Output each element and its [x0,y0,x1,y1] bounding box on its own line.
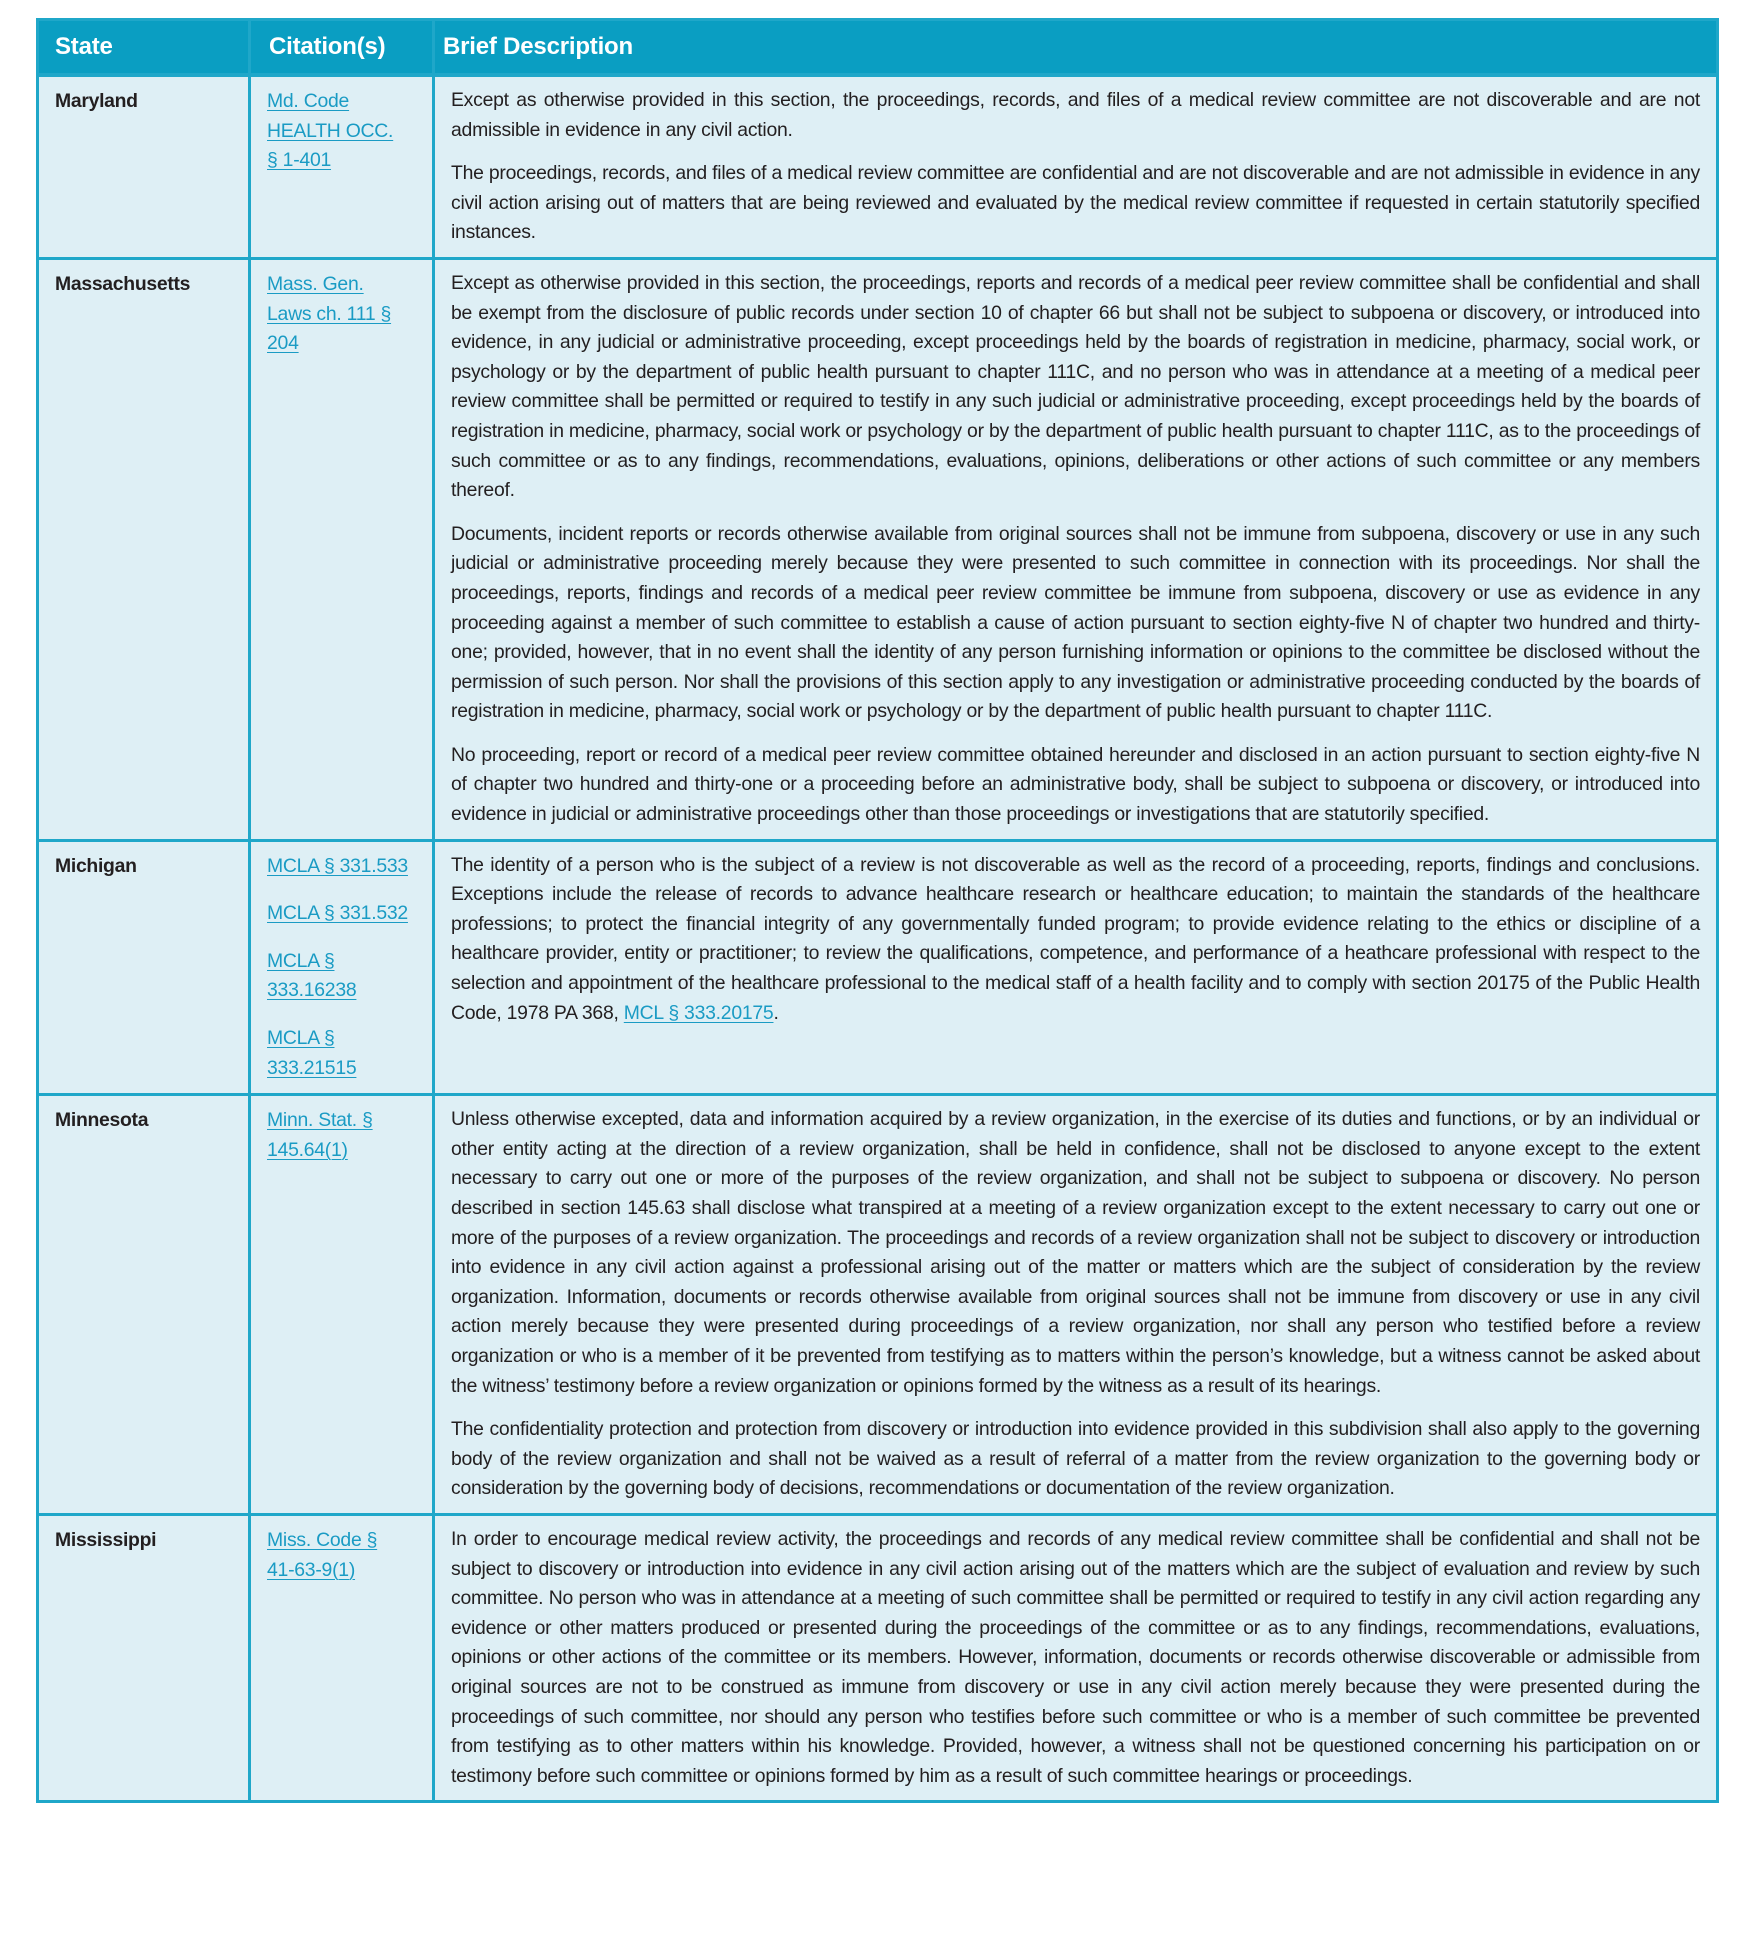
description-text: The identity of a person who is the subject of a review is not discoverable as well as the record of a proceeding, reports, findings and conclusions. Exceptions include the release of records to advance healthcare research or healthcare education; to maintain the standards of the healthcare professions; to protect the financial integrity of any governmentally funded program; to provide evidence relating to the ethics or discipline of a healthcare provider, entity or practitioner; to review the qualifications, competence, and performance of a heathcare professional with respect to the selection and appointment of the healthcare professional to the medical staff of a health facility and to comply with section 20175 of the Public Health Code, 1978 PA 368, [451,853,1700,1024]
citations-cell [250,1095,434,1515]
description-cell [434,75,1718,258]
inline-citation-link[interactable]: MCL § 333.20175 [623,1001,774,1024]
citation-link[interactable]: Minn. Stat. § 145.64(1) [267,1109,373,1161]
citation-link[interactable]: Miss. Code § 41-63-9(1) [267,1528,378,1581]
table-row [38,258,1718,840]
citations-cell [250,258,434,840]
description-paragraph: Except as otherwise provided in this section, the proceedings, records, and files of a medical review committee are not discoverable and are not admissible in evidence in any civil action. [451,89,1700,141]
citations-cell [250,75,434,258]
description-paragraph [451,851,1700,1029]
citation-link[interactable]: Md. Code HEALTH OCC. § 1-401 [267,90,394,172]
description-paragraph: No proceeding, report or record of a medical peer review committee obtained hereunder and disclosed in an action pursuant to section eighty-five N of chapter two hundred and thirty-one or a proceeding before an administrative body, shall be subject to subpoena or discovery, or introduced into evidence in judicial or administrative proceedings other than those proceedings or investigations that are statutorily specified. [451,743,1700,826]
citation-link[interactable]: MCLA § 333.21515 [267,1027,357,1079]
header-row [38,20,1718,76]
description-paragraph: The confidentiality protection and protection from discovery or introduction into evidence provided in this subdivision shall also apply to the governing body of the review organization and shall not be waived as a result of referral of a matter from the review organization to the governing body or consideration by the governing body of decisions, recommendations or documentation of the review organization. [451,1418,1700,1500]
state-statutes-table [36,18,1719,1803]
table-row [38,75,1718,258]
table-header [38,20,1718,76]
description-paragraph: The proceedings, records, and files of a medical review committee are confidential and are not discoverable and are not admissible in evidence in any civil action arising out of matters that are being reviewed and evaluated by the medical review committee if requested in certain statutorily specified instances. [451,162,1700,244]
citation-link[interactable]: MCLA § 331.532 [267,902,408,925]
header-citations: Citation(s) [250,20,434,76]
description-paragraph: Except as otherwise provided in this section, the proceedings, reports and records of a medical peer review committee shall be confidential and shall be exempt from the disclosure of public records under section 10 of chapter 66 but shall not be subject to subpoena or discovery, or introduced into evidence, in any judicial or administrative proceeding, except proceedings held by the boards of registration in medicine, pharmacy, social work, or psychology or by the department of public health pursuant to chapter 111C, and no person who was in attendance at a meeting of a medical peer review committee shall be permitted or required to testify in any such judicial or administrative proceeding, except proceedings held by the boards of registration in medicine, pharmacy, social work or psychology or by the department of public health pursuant to chapter 111C, as to the proceedings of such committee or as to any findings, recommendations, evaluations, opinions, deliberations or other actions of such committee or any members thereof. [451,271,1700,502]
state-name: Mississippi [38,1514,250,1801]
state-name: Minnesota [38,1095,250,1515]
citations-cell [250,1514,434,1801]
table-row [38,840,1718,1095]
description-paragraph: Unless otherwise excepted, data and information acquired by a review organization, in the exercise of its duties and functions, or by an individual or other entity acting at the direction of a review organization, shall be held in confidence, shall not be disclosed to anyone except to the extent necessary to carry out one or more of the purposes of the review organization, and shall not be subject to subpoena or discovery. No person described in section 145.63 shall disclose what transpired at a meeting of a review organization except to the extent necessary to carry out one or more of the purposes of a review organization. The proceedings and records of a review organization shall not be subject to discovery or introduction into evidence in any civil action against a professional arising out of the matter or matters which are the subject of consideration by the review organization. Information, documents or records otherwise available from original sources shall not be immune from discovery or use in any civil action merely because they were presented during proceedings of a review organization, nor shall any person who testified before a review organization or who is a member of it be prevented from testifying as to matters within the person’s knowledge, but a witness cannot be asked about the witness’ testimony before a review organization or opinions formed by the witness as a result of its hearings. [451,1108,1700,1397]
citations-cell [250,840,434,1095]
table-row [38,1514,1718,1801]
citation-link[interactable]: MCLA § 331.533 [267,854,408,877]
document-page [36,18,1716,1803]
description-tail: . [773,1001,779,1024]
citation-link[interactable]: Mass. Gen. Laws ch. 111 § 204 [267,272,392,355]
citation-link[interactable]: MCLA § 333.16238 [267,949,357,1002]
description-cell [434,1095,1718,1515]
description-paragraph: Documents, incident reports or records otherwise available from original sources shall not be immune from subpoena, discovery or use in any such judicial or administrative proceeding merely because they were presented to such committee in connection with its proceedings. Nor shall the proceedings, reports, findings and records of a medical peer review committee be immune from subpoena, discovery or use as evidence in any proceeding against a member of such committee to establish a cause of action pursuant to section eighty-five N of chapter two hundred and thirty-one; provided, however, that in no event shall the identity of any person furnishing information or opinions to the committee be disclosed without the permission of such person. Nor shall the provisions of this section apply to any investigation or administrative proceeding conducted by the boards of registration in medicine, pharmacy, social work or psychology or by the department of public health pursuant to chapter 111C. [451,522,1700,723]
header-state: State [38,20,250,76]
state-name: Maryland [38,75,250,258]
description-cell [434,1514,1718,1801]
description-cell [434,840,1718,1095]
state-name: Michigan [38,840,250,1095]
header-description: Brief Description [434,20,1718,76]
state-name: Massachusetts [38,258,250,840]
description-cell [434,258,1718,840]
table-row [38,1095,1718,1515]
description-paragraph: In order to encourage medical review activity, the proceedings and records of any medical review committee shall be confidential and shall not be subject to discovery or introduction into evidence in any civil action arising out of the matters which are the subject of evaluation and review by such committee. No person who was in attendance at a meeting of such committee shall be permitted or required to testify in any civil action regarding any evidence or other matters produced or presented during the proceedings of the committee or as to any findings, recommendations, evaluations, opinions or other actions of the committee or its members. However, information, documents or records otherwise discoverable or admissible from original sources are not to be construed as immune from discovery or use in any civil action merely because they were presented during the proceedings of such committee, nor should any person who testifies before such committee or who is a member of such committee be prevented from testifying as to other matters within his knowledge. Provided, however, a witness shall not be questioned concerning his participation on or testimony before such committee or opinions formed by him as a result of such committee hearings or proceedings. [451,1527,1700,1787]
